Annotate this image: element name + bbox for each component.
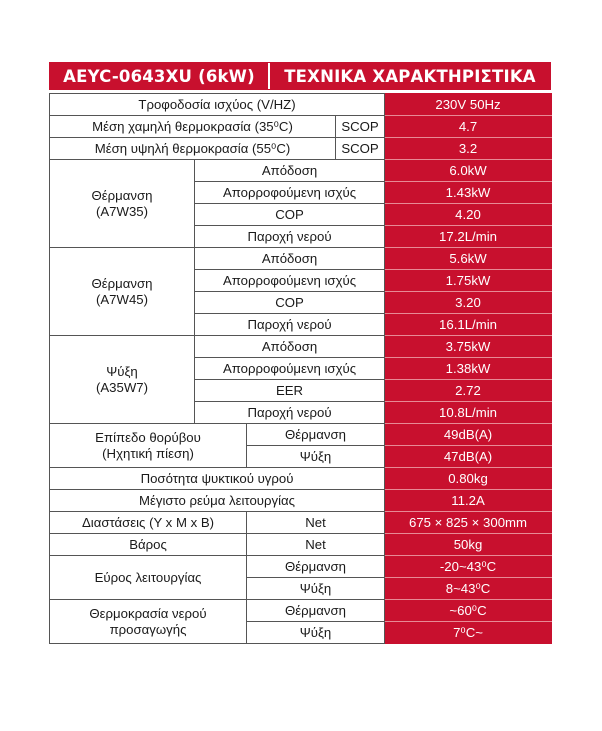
supply-label-2: προσαγωγής (109, 621, 187, 637)
refrigerant-value: 0.80kg (385, 468, 552, 490)
range-item-name: Θέρμανση (247, 556, 385, 578)
table-row (50, 468, 552, 490)
cool-item-value: 3.75kW (385, 336, 552, 358)
spec-sheet (49, 62, 551, 644)
mid-high-label: Μέση υψηλή θερμοκρασία (55⁰C) (50, 138, 336, 160)
heat35-item-value: 6.0kW (385, 160, 552, 182)
noise-item-name: Θέρμανση (247, 424, 385, 446)
dimensions-value: 675 × 825 × 300mm (385, 512, 552, 534)
noise-label-2: (Ηχητική πίεση) (102, 445, 194, 461)
table-row (50, 94, 552, 116)
heat35-item-name: Απόδοση (195, 160, 385, 182)
cool-item-value: 2.72 (385, 380, 552, 402)
heat35-item-value: 4.20 (385, 204, 552, 226)
noise-item-value: 49dB(A) (385, 424, 552, 446)
table-row (50, 336, 552, 358)
mid-low-sub: SCOP (336, 116, 385, 138)
cool-label-2: (A35W7) (95, 379, 149, 395)
supply-item-value: ~60⁰C (385, 600, 552, 622)
mid-low-label: Μέση χαμηλή θερμοκρασία (35⁰C) (50, 116, 336, 138)
noise-item-name: Ψύξη (247, 446, 385, 468)
power-value: 230V 50Hz (385, 94, 552, 116)
range-item-name: Ψύξη (247, 578, 385, 600)
table-row (50, 490, 552, 512)
heat35-label-1: Θέρμανση (91, 188, 153, 204)
max-current-value: 11.2A (385, 490, 552, 512)
supply-item-value: 7⁰C~ (385, 622, 552, 644)
cool-item-value: 1.38kW (385, 358, 552, 380)
table-row (50, 424, 552, 446)
heat45-label-2: (A7W45) (95, 291, 149, 307)
table-row (50, 556, 552, 578)
heat35-item-name: Απορροφούμενη ισχύς (195, 182, 385, 204)
heat45-item-value: 3.20 (385, 292, 552, 314)
dimensions-sub: Net (247, 512, 385, 534)
table-row (50, 116, 552, 138)
heat45-item-value: 16.1L/min (385, 314, 552, 336)
mid-high-sub: SCOP (336, 138, 385, 160)
noise-label-1: Επίπεδο θορύβου (95, 430, 201, 446)
cool-label-1: Ψύξη (106, 364, 138, 380)
spec-header (49, 62, 551, 90)
heat45-item-name: Απόδοση (195, 248, 385, 270)
supply-item-name: Ψύξη (247, 622, 385, 644)
heat45-group-label (50, 248, 195, 336)
weight-sub: Net (247, 534, 385, 556)
heat35-item-name: COP (195, 204, 385, 226)
table-row (50, 534, 552, 556)
heat35-item-name: Παροχή νερού (195, 226, 385, 248)
heat45-item-value: 5.6kW (385, 248, 552, 270)
cool-item-name: Παροχή νερού (195, 402, 385, 424)
heat35-item-value: 1.43kW (385, 182, 552, 204)
heat35-label-2: (A7W35) (95, 203, 149, 219)
noise-group-label (50, 424, 247, 468)
max-current-label: Μέγιστο ρεύμα λειτουργίας (50, 490, 385, 512)
heat35-item-value: 17.2L/min (385, 226, 552, 248)
range-label: Εύρος λειτουργίας (50, 556, 247, 600)
supply-group-label (50, 600, 247, 644)
cool-item-name: Απόδοση (195, 336, 385, 358)
weight-value: 50kg (385, 534, 552, 556)
table-row (50, 248, 552, 270)
weight-label: Βάρος (50, 534, 247, 556)
heat45-item-value: 1.75kW (385, 270, 552, 292)
cool-group-label (50, 336, 195, 424)
table-row (50, 512, 552, 534)
dimensions-label: Διαστάσεις (Υ x M x B) (50, 512, 247, 534)
supply-item-name: Θέρμανση (247, 600, 385, 622)
spec-table (49, 93, 552, 644)
spec-title: ΤΕΧΝΙΚΑ ΧΑΡΑΚΤΗΡΙΣΤΙΚΑ (284, 66, 536, 86)
heat45-label-1: Θέρμανση (91, 276, 153, 292)
table-row (50, 160, 552, 182)
noise-item-value: 47dB(A) (385, 446, 552, 468)
table-row (50, 138, 552, 160)
range-item-value: 8~43⁰C (385, 578, 552, 600)
supply-label-1: Θερμοκρασία νερού (89, 606, 207, 622)
range-item-value: -20~43⁰C (385, 556, 552, 578)
model-title: AEYC-0643XU (6kW) (50, 63, 270, 89)
heat45-item-name: Απορροφούμενη ισχύς (195, 270, 385, 292)
refrigerant-label: Ποσότητα ψυκτικού υγρού (50, 468, 385, 490)
power-label: Τροφοδοσία ισχύος (V/HZ) (50, 94, 385, 116)
heat45-item-name: COP (195, 292, 385, 314)
table-row (50, 600, 552, 622)
cool-item-name: EER (195, 380, 385, 402)
cool-item-name: Απορροφούμενη ισχύς (195, 358, 385, 380)
heat45-item-name: Παροχή νερού (195, 314, 385, 336)
mid-low-value: 4.7 (385, 116, 552, 138)
cool-item-value: 10.8L/min (385, 402, 552, 424)
heat35-group-label (50, 160, 195, 248)
mid-high-value: 3.2 (385, 138, 552, 160)
